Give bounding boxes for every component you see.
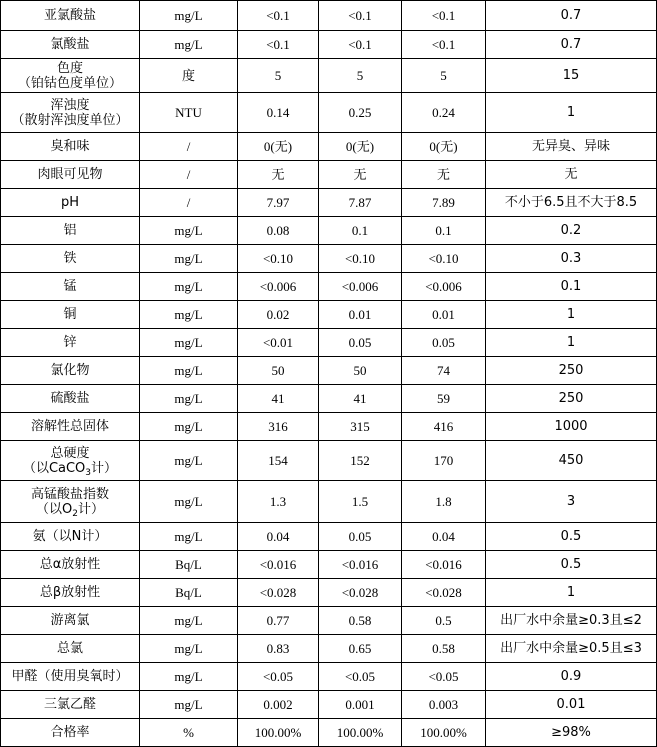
table-row xyxy=(1,413,657,441)
value-cell: 50 xyxy=(238,357,319,385)
value-cell: 1.5 xyxy=(319,481,402,523)
limit-cell: ≥98% xyxy=(486,719,657,747)
unit-cell: mg/L xyxy=(140,1,238,31)
unit-cell: NTU xyxy=(140,93,238,133)
value-cell: 416 xyxy=(402,413,486,441)
table-row xyxy=(1,301,657,329)
value-cell: 0.77 xyxy=(238,607,319,635)
unit-cell: mg/L xyxy=(140,301,238,329)
item-name xyxy=(1,441,140,481)
value-cell: 0.58 xyxy=(319,607,402,635)
table-row xyxy=(1,357,657,385)
unit-cell: mg/L xyxy=(140,663,238,691)
value-cell: 0.5 xyxy=(402,607,486,635)
item-name: 铝 xyxy=(1,217,140,245)
value-cell: 100.00% xyxy=(319,719,402,747)
value-cell: 0.58 xyxy=(402,635,486,663)
formula-subscript: 2 xyxy=(72,508,78,519)
item-name: 铁 xyxy=(1,245,140,273)
unit-cell: mg/L xyxy=(140,273,238,301)
value-cell: 0.001 xyxy=(319,691,402,719)
item-name xyxy=(1,93,140,133)
table-row xyxy=(1,273,657,301)
formula-suffix: 计） xyxy=(77,501,104,517)
table-row xyxy=(1,245,657,273)
value-cell: 0.1 xyxy=(402,217,486,245)
value-cell: <0.1 xyxy=(319,1,402,31)
item-name: 亚氯酸盐 xyxy=(1,1,140,31)
formula-suffix: 计） xyxy=(91,460,118,476)
limit-cell: 1000 xyxy=(486,413,657,441)
unit-cell: % xyxy=(140,719,238,747)
value-cell: 316 xyxy=(238,413,319,441)
table-row xyxy=(1,189,657,217)
item-name: 锰 xyxy=(1,273,140,301)
item-name-line2 xyxy=(3,502,137,517)
table-row xyxy=(1,523,657,551)
table-row xyxy=(1,329,657,357)
value-cell: <0.1 xyxy=(402,31,486,59)
unit-cell: mg/L xyxy=(140,217,238,245)
table-row xyxy=(1,663,657,691)
unit-cell: mg/L xyxy=(140,329,238,357)
value-cell: 315 xyxy=(319,413,402,441)
value-cell: 59 xyxy=(402,385,486,413)
value-cell: 1.3 xyxy=(238,481,319,523)
table-row xyxy=(1,551,657,579)
item-name: 合格率 xyxy=(1,719,140,747)
item-name xyxy=(1,481,140,523)
table-row xyxy=(1,59,657,93)
value-cell: <0.028 xyxy=(402,579,486,607)
table-row xyxy=(1,161,657,189)
limit-cell: 1 xyxy=(486,329,657,357)
unit-cell: mg/L xyxy=(140,635,238,663)
formula-prefix: （以CaCO xyxy=(22,460,86,476)
value-cell: 0.24 xyxy=(402,93,486,133)
limit-cell: 0.1 xyxy=(486,273,657,301)
item-name: 三氯乙醛 xyxy=(1,691,140,719)
value-cell: 5 xyxy=(319,59,402,93)
value-cell: 0.05 xyxy=(402,329,486,357)
value-cell: 0(无) xyxy=(402,133,486,161)
unit-cell: mg/L xyxy=(140,385,238,413)
value-cell: 无 xyxy=(238,161,319,189)
limit-cell: 不小于6.5且不大于8.5 xyxy=(486,189,657,217)
value-cell: <0.10 xyxy=(402,245,486,273)
table-row xyxy=(1,481,657,523)
unit-cell: mg/L xyxy=(140,481,238,523)
value-cell: 0.02 xyxy=(238,301,319,329)
table-row xyxy=(1,441,657,481)
limit-cell: 0.7 xyxy=(486,1,657,31)
value-cell: <0.10 xyxy=(319,245,402,273)
table-row xyxy=(1,1,657,31)
table-row xyxy=(1,133,657,161)
value-cell: <0.016 xyxy=(238,551,319,579)
item-name: pH xyxy=(1,189,140,217)
item-name-line1: 高锰酸盐指数 xyxy=(30,486,109,502)
value-cell: 7.97 xyxy=(238,189,319,217)
item-name-line2: （铂钴色度单位） xyxy=(17,75,122,91)
unit-cell: mg/L xyxy=(140,441,238,481)
value-cell: 0.65 xyxy=(319,635,402,663)
item-name: 氨（以N计） xyxy=(1,523,140,551)
value-cell: 100.00% xyxy=(402,719,486,747)
item-name: 总α放射性 xyxy=(1,551,140,579)
item-name xyxy=(1,59,140,93)
value-cell: 0.08 xyxy=(238,217,319,245)
item-name: 肉眼可见物 xyxy=(1,161,140,189)
value-cell: <0.10 xyxy=(238,245,319,273)
value-cell: 0(无) xyxy=(238,133,319,161)
value-cell: 74 xyxy=(402,357,486,385)
value-cell: <0.016 xyxy=(402,551,486,579)
limit-cell: 0.2 xyxy=(486,217,657,245)
unit-cell: mg/L xyxy=(140,607,238,635)
unit-cell: / xyxy=(140,189,238,217)
unit-cell: / xyxy=(140,133,238,161)
item-name: 溶解性总固体 xyxy=(1,413,140,441)
value-cell: <0.006 xyxy=(238,273,319,301)
value-cell: 0.04 xyxy=(402,523,486,551)
value-cell: <0.006 xyxy=(319,273,402,301)
unit-cell: mg/L xyxy=(140,691,238,719)
unit-cell: mg/L xyxy=(140,245,238,273)
limit-cell: 0.9 xyxy=(486,663,657,691)
value-cell: <0.1 xyxy=(402,1,486,31)
item-name-line2 xyxy=(3,461,137,476)
value-cell: <0.1 xyxy=(238,1,319,31)
table-row xyxy=(1,691,657,719)
item-name-line1: 色度 xyxy=(56,60,83,76)
limit-cell: 0.3 xyxy=(486,245,657,273)
table-row xyxy=(1,607,657,635)
unit-cell: mg/L xyxy=(140,413,238,441)
table-body xyxy=(1,1,657,747)
value-cell: <0.05 xyxy=(319,663,402,691)
value-cell: 170 xyxy=(402,441,486,481)
value-cell: 无 xyxy=(319,161,402,189)
value-cell: 41 xyxy=(319,385,402,413)
unit-cell: mg/L xyxy=(140,523,238,551)
limit-cell: 15 xyxy=(486,59,657,93)
table-row xyxy=(1,217,657,245)
limit-cell: 250 xyxy=(486,357,657,385)
value-cell: 0.14 xyxy=(238,93,319,133)
table-row xyxy=(1,31,657,59)
value-cell: 50 xyxy=(319,357,402,385)
item-name: 总氯 xyxy=(1,635,140,663)
item-name: 臭和味 xyxy=(1,133,140,161)
unit-cell: Bq/L xyxy=(140,579,238,607)
item-name: 甲醛（使用臭氧时） xyxy=(1,663,140,691)
table-row xyxy=(1,719,657,747)
value-cell: 0.1 xyxy=(319,217,402,245)
limit-cell: 450 xyxy=(486,441,657,481)
limit-cell: 1 xyxy=(486,93,657,133)
value-cell: 152 xyxy=(319,441,402,481)
limit-cell: 1 xyxy=(486,301,657,329)
item-name: 硫酸盐 xyxy=(1,385,140,413)
item-name: 游离氯 xyxy=(1,607,140,635)
limit-cell: 0.5 xyxy=(486,523,657,551)
value-cell: 7.87 xyxy=(319,189,402,217)
table-row xyxy=(1,635,657,663)
table-row xyxy=(1,385,657,413)
table-row xyxy=(1,579,657,607)
item-name-line1: 浑浊度 xyxy=(50,97,90,113)
value-cell: 100.00% xyxy=(238,719,319,747)
value-cell: 154 xyxy=(238,441,319,481)
value-cell: 5 xyxy=(238,59,319,93)
value-cell: 0.05 xyxy=(319,523,402,551)
value-cell: <0.1 xyxy=(319,31,402,59)
limit-cell: 3 xyxy=(486,481,657,523)
value-cell: <0.05 xyxy=(402,663,486,691)
value-cell: 0.003 xyxy=(402,691,486,719)
value-cell: 无 xyxy=(402,161,486,189)
value-cell: 0.01 xyxy=(319,301,402,329)
unit-cell: Bq/L xyxy=(140,551,238,579)
limit-cell: 0.7 xyxy=(486,31,657,59)
limit-cell: 0.01 xyxy=(486,691,657,719)
value-cell: 41 xyxy=(238,385,319,413)
value-cell: <0.028 xyxy=(238,579,319,607)
value-cell: 0(无) xyxy=(319,133,402,161)
value-cell: <0.028 xyxy=(319,579,402,607)
value-cell: 0.05 xyxy=(319,329,402,357)
limit-cell: 0.5 xyxy=(486,551,657,579)
value-cell: 0.002 xyxy=(238,691,319,719)
value-cell: 0.25 xyxy=(319,93,402,133)
value-cell: <0.1 xyxy=(238,31,319,59)
unit-cell: mg/L xyxy=(140,31,238,59)
item-name: 氯酸盐 xyxy=(1,31,140,59)
limit-cell: 无异臭、异味 xyxy=(486,133,657,161)
item-name: 铜 xyxy=(1,301,140,329)
value-cell: 0.04 xyxy=(238,523,319,551)
item-name: 氯化物 xyxy=(1,357,140,385)
value-cell: 7.89 xyxy=(402,189,486,217)
item-name-line1: 总硬度 xyxy=(50,445,90,461)
value-cell: <0.01 xyxy=(238,329,319,357)
limit-cell: 出厂水中余量≥0.5且≤3 xyxy=(486,635,657,663)
value-cell: 5 xyxy=(402,59,486,93)
item-name-line2: （散射浑浊度单位） xyxy=(11,112,129,128)
limit-cell: 250 xyxy=(486,385,657,413)
limit-cell: 无 xyxy=(486,161,657,189)
unit-cell: / xyxy=(140,161,238,189)
item-name: 总β放射性 xyxy=(1,579,140,607)
value-cell: <0.016 xyxy=(319,551,402,579)
formula-subscript: 3 xyxy=(85,467,92,478)
limit-cell: 1 xyxy=(486,579,657,607)
unit-cell: mg/L xyxy=(140,357,238,385)
value-cell: <0.006 xyxy=(402,273,486,301)
unit-cell: 度 xyxy=(140,59,238,93)
formula-prefix: （以O xyxy=(36,501,73,517)
limit-cell: 出厂水中余量≥0.3且≤2 xyxy=(486,607,657,635)
table-row xyxy=(1,93,657,133)
value-cell: 1.8 xyxy=(402,481,486,523)
item-name: 锌 xyxy=(1,329,140,357)
value-cell: 0.01 xyxy=(402,301,486,329)
value-cell: 0.83 xyxy=(238,635,319,663)
value-cell: <0.05 xyxy=(238,663,319,691)
